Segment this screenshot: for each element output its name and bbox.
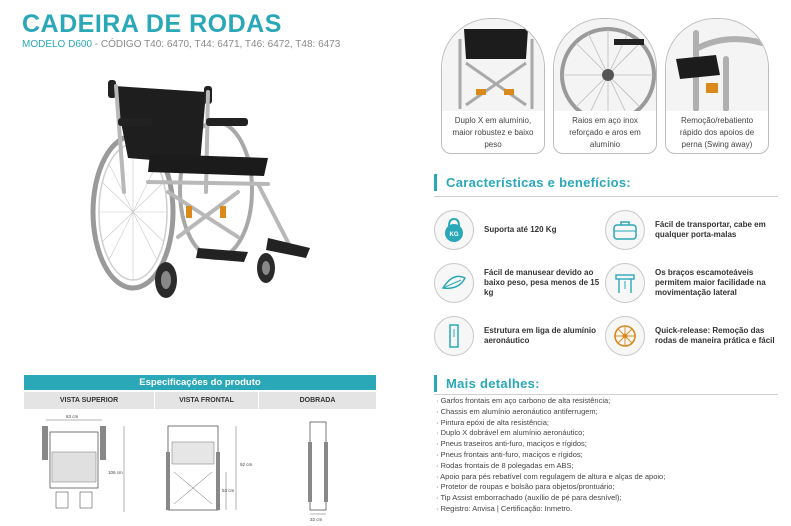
spec-column-folded: DOBRADA bbox=[258, 392, 376, 409]
top-width-label: 63 cm bbox=[66, 414, 79, 419]
details-item: · Apoio para pés rebatível com regulagem de altura e alças de apoio; bbox=[436, 471, 666, 481]
model-codes: - CÓDIGO T40: 6470, T44: 6471, T46: 6472, T48: 6473 bbox=[92, 39, 341, 50]
details-heading: Mais detalhes: bbox=[434, 375, 540, 392]
specs-heading: Especificações do produto bbox=[24, 375, 376, 390]
details-item: · Tip Assist emborrachado (auxílio de pé para desnível); bbox=[436, 493, 622, 503]
details-item: · Garfos frontais em aço carbono de alta resistência; bbox=[436, 396, 611, 405]
folded-width-label: 32 cm bbox=[310, 517, 323, 522]
briefcase-icon bbox=[605, 210, 645, 250]
front-seat-label: 53 cm bbox=[222, 488, 235, 493]
benefit-item: Estrutura em liga de alumínio aeronáutico bbox=[434, 316, 604, 356]
front-view-drawing bbox=[160, 412, 256, 520]
page-title: CADEIRA DE RODAS bbox=[22, 10, 282, 38]
feature-double-x bbox=[441, 18, 545, 154]
armrest-icon bbox=[605, 263, 645, 303]
spec-column-front: VISTA FRONTAL bbox=[154, 392, 258, 409]
benefit-item: Fácil de manusear devido ao baixo peso, pesa menos de 15 kg bbox=[434, 263, 604, 303]
details-item: · Protetor de roupas e bolsão para objetos/prontuário; bbox=[436, 482, 615, 492]
wheel-icon bbox=[605, 316, 645, 356]
benefit-item: Quick-release: Remoção das rodas de maneira prática e fácil bbox=[605, 316, 780, 356]
top-view-drawing bbox=[36, 412, 136, 520]
swing-away-photo bbox=[666, 19, 769, 111]
wheelchair-product-image bbox=[88, 72, 318, 312]
feather-icon bbox=[434, 263, 474, 303]
spec-column-top: VISTA SUPERIOR bbox=[59, 397, 119, 404]
wheel-spokes-photo bbox=[554, 19, 657, 111]
benefit-item: KG Suporta até 120 Kg bbox=[434, 210, 604, 250]
feature-swing-away bbox=[665, 18, 769, 154]
aluminium-bar-icon bbox=[434, 316, 474, 356]
details-item: · Pneus frontais anti-furo, maciços e rígidos; bbox=[436, 449, 583, 459]
details-item: · Pintura epóxi de alta resistência; bbox=[436, 417, 549, 427]
details-list bbox=[436, 396, 776, 515]
accent-bar bbox=[434, 375, 437, 392]
details-item: · Duplo X dobrável em alumínio aeronáutico; bbox=[436, 428, 585, 438]
feature-caption: Duplo X em alumínio, maior robustez e baixo peso bbox=[452, 116, 534, 149]
double-x-photo bbox=[442, 19, 545, 111]
accent-bar bbox=[434, 174, 437, 191]
details-item: · Chassis em alumínio aeronáutico antiferrugem; bbox=[436, 406, 598, 416]
benefit-item: Os braços escamoteáveis permitem maior facilidade na movimentação lateral bbox=[605, 263, 780, 303]
model-subtitle bbox=[22, 39, 340, 50]
divider bbox=[434, 394, 778, 395]
specs-columns bbox=[24, 392, 376, 409]
feature-spokes bbox=[553, 18, 657, 154]
divider bbox=[434, 196, 778, 197]
benefit-item: Fácil de transportar, cabe em qualquer porta-malas bbox=[605, 210, 780, 250]
feature-caption: Raios em aço inox reforçado e aros em alumínio bbox=[569, 116, 641, 149]
top-depth-label: 106 cm bbox=[108, 470, 123, 475]
model-name: MODELO D600 bbox=[22, 39, 93, 50]
benefits-heading: Características e benefícios: bbox=[434, 174, 631, 191]
feature-caption: Remoção/rebatiento rápido dos apoios de perna (Swing away) bbox=[679, 116, 755, 149]
folded-view-drawing bbox=[296, 412, 346, 524]
kg-label: KG bbox=[449, 232, 459, 238]
details-item: · Pneus traseiros anti-furo, maciços e rígidos; bbox=[436, 439, 587, 449]
kettlebell-icon bbox=[434, 210, 474, 250]
details-item: · Rodas frontais de 8 polegadas em ABS; bbox=[436, 460, 574, 470]
details-item: · Registro: Anvisa | Certificação: Inmetro. bbox=[436, 503, 573, 513]
front-height-label: 92 cm bbox=[240, 462, 253, 467]
